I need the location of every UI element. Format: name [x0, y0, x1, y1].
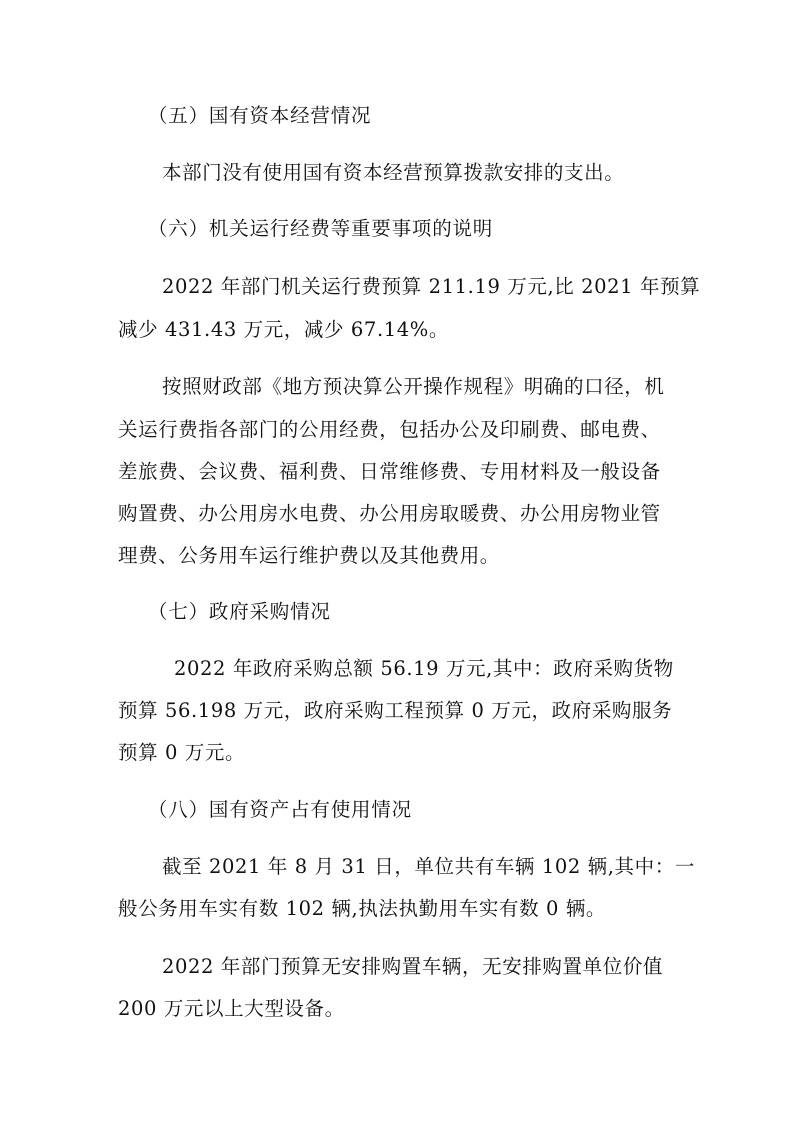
- paragraph-line: 理费、公务用车运行维护费以及其他费用。: [118, 544, 500, 567]
- section-heading-7: （七）政府采购情况: [148, 600, 331, 623]
- section-heading-5: （五）国有资本经营情况: [148, 104, 372, 127]
- section-heading-6: （六）机关运行经费等重要事项的说明: [148, 217, 494, 240]
- paragraph-line: 2022 年部门机关运行费预算 211.19 万元,比 2021 年预算: [162, 275, 701, 298]
- paragraph-line: 200 万元以上大型设备。: [118, 997, 345, 1020]
- paragraph-line: 般公务用车实有数 102 辆,执法执勤用车实有数 0 辆。: [118, 897, 607, 920]
- paragraph-line: 截至 2021 年 8 月 31 日，单位共有车辆 102 辆,其中：一: [162, 855, 695, 878]
- section-heading-8: （八）国有资产占有使用情况: [148, 798, 412, 821]
- paragraph-line: 按照财政部《地方预决算公开操作规程》明确的口径，机: [162, 375, 665, 398]
- paragraph-line: 减少 431.43 万元，减少 67.14%。: [118, 318, 449, 341]
- paragraph-line: 差旅费、会议费、福利费、日常维修费、专用材料及一般设备: [118, 460, 661, 483]
- paragraph-line: 2022 年政府采购总额 56.19 万元,其中：政府采购货物: [174, 657, 674, 680]
- paragraph-line: 2022 年部门预算无安排购置车辆，无安排购置单位价值: [162, 955, 664, 978]
- paragraph-line: 本部门没有使用国有资本经营预算拨款安排的支出。: [162, 161, 625, 184]
- paragraph-line: 预算 0 万元。: [118, 741, 246, 764]
- paragraph-line: 预算 56.198 万元，政府采购工程预算 0 万元，政府采购服务: [118, 699, 673, 722]
- paragraph-line: 购置费、办公用房水电费、办公用房取暖费、办公用房物业管: [118, 502, 661, 525]
- paragraph-line: 关运行费指各部门的公用经费，包括办公及印刷费、邮电费、: [118, 418, 661, 441]
